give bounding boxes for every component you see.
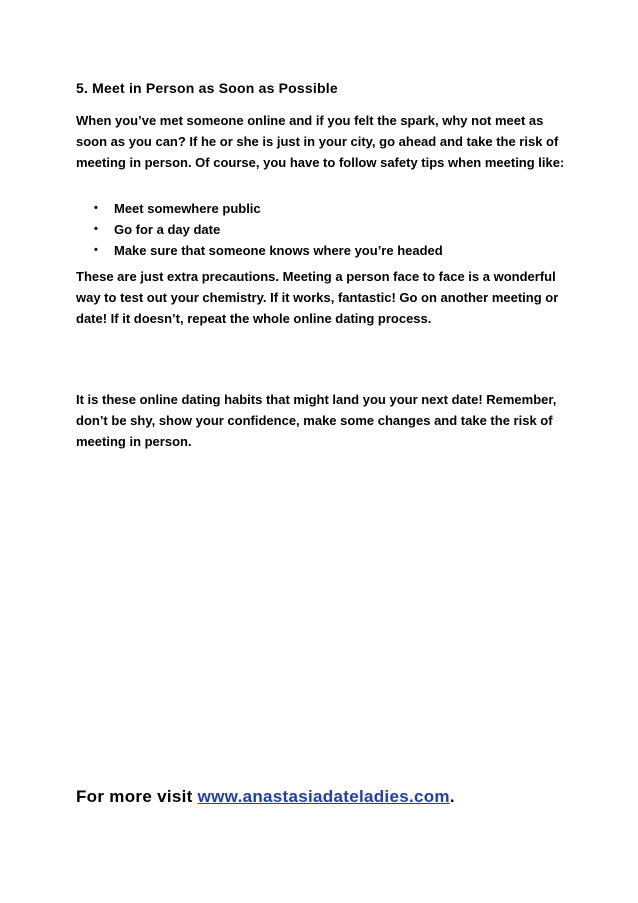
list-item [90,240,443,261]
bullet-icon: • [94,202,98,214]
list-item [90,219,443,240]
section-heading: 5. Meet in Person as Soon as Possible [76,80,338,96]
footer-prefix: For more visit [76,787,198,806]
closing-paragraph: It is these online dating habits that might land you your next date! Remember, don’t be shy, show your confidence, make some changes and take the risk of meeting in person. [76,392,557,449]
precautions-paragraph: These are just extra precautions. Meeting a person face to face is a wonderful way to test out your chemistry. If it works, fantastic! Go on another meeting or date! If it doesn’t, repeat the whole online dating process. [76,269,559,326]
safety-tips-list [90,198,443,261]
bullet-icon: • [94,244,98,256]
list-item [90,198,443,219]
list-item-text: Make sure that someone knows where you’re headed [114,243,443,258]
list-item-text: Go for a day date [114,222,221,237]
footer-suffix: . [449,787,455,806]
website-link[interactable]: www.anastasiadateladies.com [197,787,450,806]
bullet-icon: • [94,223,98,235]
intro-paragraph: When you’ve met someone online and if you felt the spark, why not meet as soon as you can? If he or she is just in your city, go ahead and take the risk of meeting in person. Of course, you have to follow safety tips when meeting like: [76,113,565,170]
footer-line [76,787,455,807]
list-item-text: Meet somewhere public [114,201,261,216]
